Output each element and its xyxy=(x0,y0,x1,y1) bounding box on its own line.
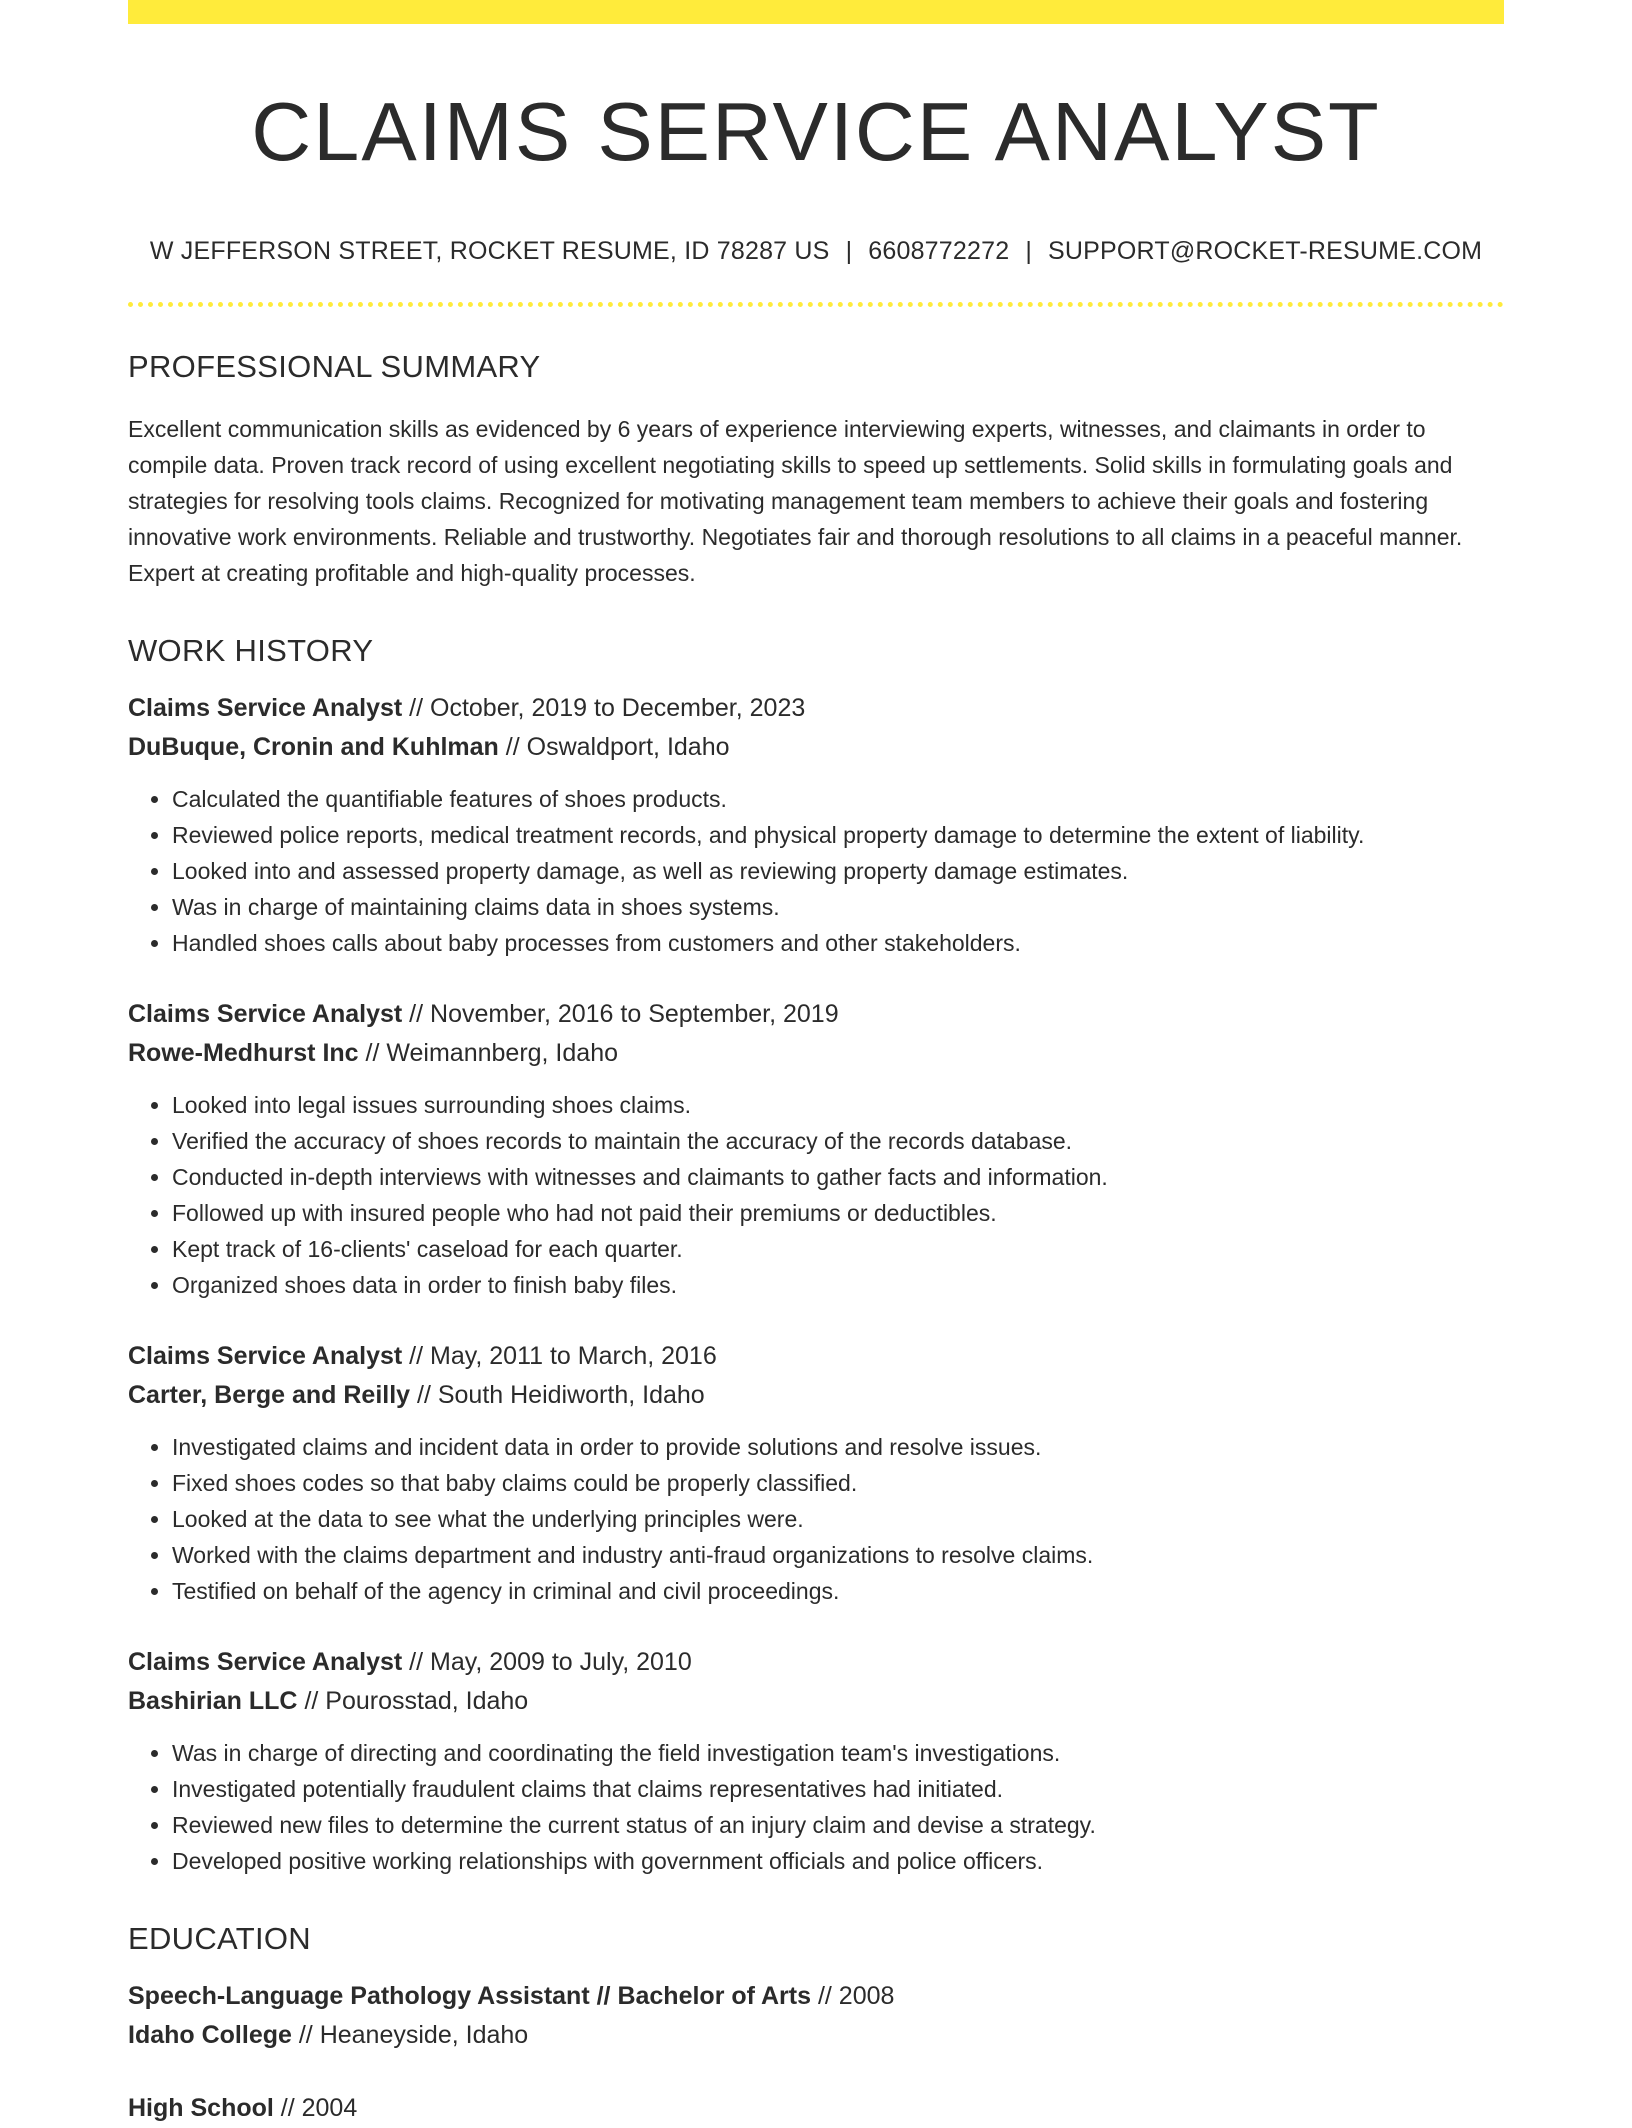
contact-address: W JEFFERSON STREET, ROCKET RESUME, ID 78287 US xyxy=(149,237,830,266)
education-degree: High School xyxy=(128,2094,274,2123)
job-title: Claims Service Analyst xyxy=(128,1342,403,1371)
top-accent-bar xyxy=(128,0,1504,24)
job-title: Claims Service Analyst xyxy=(128,1000,403,1029)
job-bullets xyxy=(128,1087,1504,1303)
education-school-line xyxy=(128,2016,1504,2055)
job-title-line xyxy=(128,995,1504,1034)
job-dates: // November, 2016 to September, 2019 xyxy=(409,1000,839,1029)
list-item: • Developed positive working relationships with government officials and police officers. xyxy=(172,1843,1504,1879)
list-item: • Organized shoes data in order to finish baby files. xyxy=(172,1267,1504,1303)
job-bullets xyxy=(128,1429,1504,1609)
job-company: Rowe-Medhurst Inc xyxy=(128,1039,359,1068)
job-title-line xyxy=(128,689,1504,728)
education-degree-line xyxy=(128,2089,1504,2128)
list-item: • Was in charge of maintaining claims data in shoes systems. xyxy=(172,889,1504,925)
education-location: // Heaneyside, Idaho xyxy=(298,2021,529,2050)
education-school: Idaho College xyxy=(128,2021,292,2050)
list-item: • Was in charge of directing and coordinating the field investigation team's investigations. xyxy=(172,1735,1504,1771)
job-location: // Oswaldport, Idaho xyxy=(505,733,730,762)
education-entry xyxy=(128,2089,1504,2128)
job-entry xyxy=(128,995,1504,1303)
job-location: // South Heidiworth, Idaho xyxy=(417,1381,705,1410)
contact-line xyxy=(128,237,1504,266)
job-dates: // May, 2009 to July, 2010 xyxy=(409,1648,692,1677)
job-bullets xyxy=(128,781,1504,961)
education-degree-line xyxy=(128,1977,1504,2016)
job-dates: // May, 2011 to March, 2016 xyxy=(409,1342,717,1371)
list-item: • Verified the accuracy of shoes records to maintain the accuracy of the records database. xyxy=(172,1123,1504,1159)
list-item: • Handled shoes calls about baby processes from customers and other stakeholders. xyxy=(172,925,1504,961)
education-degree: Speech-Language Pathology Assistant // Bachelor of Arts xyxy=(128,1982,811,2011)
list-item: • Investigated claims and incident data in order to provide solutions and resolve issues. xyxy=(172,1429,1504,1465)
work-history-heading: WORK HISTORY xyxy=(128,633,374,669)
contact-separator: | xyxy=(845,237,853,266)
job-title-line xyxy=(128,1643,1504,1682)
job-company: DuBuque, Cronin and Kuhlman xyxy=(128,733,499,762)
contact-separator: | xyxy=(1025,237,1033,266)
job-title: Claims Service Analyst xyxy=(128,1648,403,1677)
list-item: • Calculated the quantifiable features of shoes products. xyxy=(172,781,1504,817)
dotted-divider xyxy=(128,302,1504,307)
job-bullets xyxy=(128,1735,1504,1879)
education-year: // 2004 xyxy=(280,2094,358,2123)
list-item: • Worked with the claims department and industry anti-fraud organizations to resolve claims. xyxy=(172,1537,1504,1573)
list-item: • Reviewed new files to determine the current status of an injury claim and devise a strategy. xyxy=(172,1807,1504,1843)
list-item: • Testified on behalf of the agency in criminal and civil proceedings. xyxy=(172,1573,1504,1609)
summary-text: Excellent communication skills as evidenced by 6 years of experience interviewing experts, witnesses, and claimants in order to compile data. Proven track record of using excellent negotiating skills to speed up settlements. Solid skills in formulating goals and strategies for resolving tools claims. Recognized for motivating management team members to achieve their goals and fostering innovative work environments. Reliable and trustworthy. Negotiates fair and thorough resolutions to all claims in a peaceful manner. Expert at creating profitable and high-quality processes. xyxy=(128,416,1463,587)
list-item: • Kept track of 16-clients' caseload for each quarter. xyxy=(172,1231,1504,1267)
job-entry xyxy=(128,1643,1504,1879)
list-item: • Fixed shoes codes so that baby claims could be properly classified. xyxy=(172,1465,1504,1501)
job-title: Claims Service Analyst xyxy=(128,694,403,723)
job-entry xyxy=(128,689,1504,961)
summary-heading: PROFESSIONAL SUMMARY xyxy=(128,349,541,385)
contact-phone: 6608772272 xyxy=(868,237,1010,266)
job-title-line xyxy=(128,1337,1504,1376)
education-entry xyxy=(128,1977,1504,2055)
job-company-line xyxy=(128,728,1504,767)
list-item: • Looked into legal issues surrounding shoes claims. xyxy=(172,1087,1504,1123)
list-item: • Followed up with insured people who had not paid their premiums or deductibles. xyxy=(172,1195,1504,1231)
list-item: • Investigated potentially fraudulent claims that claims representatives had initiated. xyxy=(172,1771,1504,1807)
job-company-line xyxy=(128,1682,1504,1721)
list-item: • Looked at the data to see what the underlying principles were. xyxy=(172,1501,1504,1537)
contact-email: SUPPORT@ROCKET-RESUME.COM xyxy=(1048,237,1483,266)
list-item: • Conducted in-depth interviews with witnesses and claimants to gather facts and information. xyxy=(172,1159,1504,1195)
job-company-line xyxy=(128,1034,1504,1073)
job-dates: // October, 2019 to December, 2023 xyxy=(409,694,806,723)
job-entry xyxy=(128,1337,1504,1609)
list-item: • Reviewed police reports, medical treatment records, and physical property damage to determine the extent of liability. xyxy=(172,817,1504,853)
job-company: Carter, Berge and Reilly xyxy=(128,1381,411,1410)
job-company-line xyxy=(128,1376,1504,1415)
job-company: Bashirian LLC xyxy=(128,1687,298,1716)
resume-page xyxy=(128,0,1504,2128)
education-heading: EDUCATION xyxy=(128,1921,311,1957)
resume-title: CLAIMS SERVICE ANALYST xyxy=(251,85,1381,178)
list-item: • Looked into and assessed property damage, as well as reviewing property damage estimates. xyxy=(172,853,1504,889)
job-location: // Weimannberg, Idaho xyxy=(365,1039,618,1068)
education-year: // 2008 xyxy=(817,1982,895,2011)
job-location: // Pourosstad, Idaho xyxy=(304,1687,529,1716)
